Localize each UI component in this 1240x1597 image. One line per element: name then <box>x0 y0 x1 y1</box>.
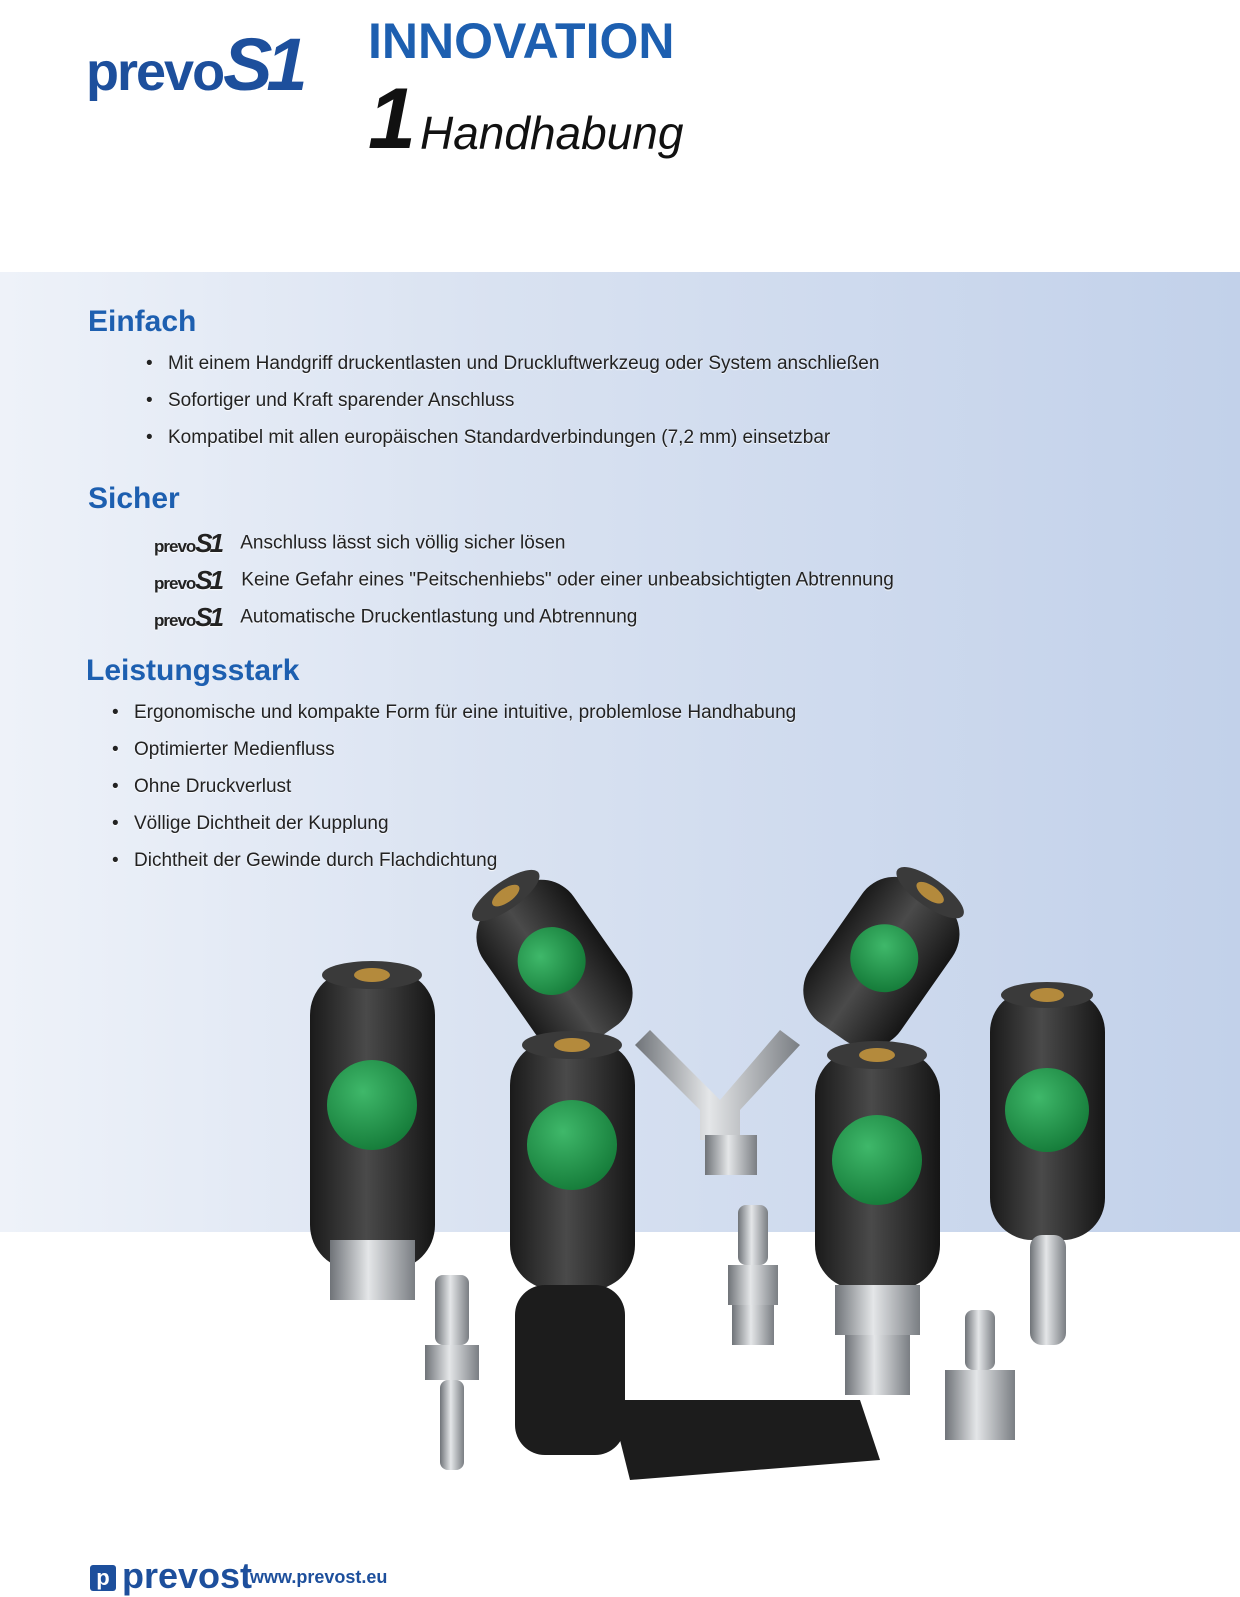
sicher-item: prevoS1 Automatische Druckentlastung und Abtrennung <box>154 602 638 632</box>
einfach-item: • Sofortiger und Kraft sparender Anschluss <box>146 390 515 411</box>
bullet-dot: • <box>146 390 153 411</box>
coupling-center-right <box>815 1041 940 1395</box>
logo-prevo-text: prevo <box>86 42 224 102</box>
einfach-item: • Kompatibel mit allen europäischen Standardverbindungen (7,2 mm) einsetzbar <box>146 427 831 448</box>
nipple-left <box>425 1275 479 1470</box>
footer <box>90 1555 490 1595</box>
coupling-right <box>990 982 1105 1345</box>
bullet-dot: • <box>112 813 119 834</box>
prevost-logo: p prevost <box>90 1555 252 1597</box>
sicher-item: prevoS1 Anschluss lässt sich völlig sicher lösen <box>154 528 566 558</box>
leistungsstark-item: • Völlige Dichtheit der Kupplung <box>112 813 389 834</box>
bullet-dot: • <box>146 353 153 374</box>
title-number: 1 <box>368 71 416 167</box>
leistungsstark-item: • Ohne Druckverlust <box>112 776 292 797</box>
coupling-left <box>310 961 435 1300</box>
section-title-leistungsstark: Leistungsstark <box>86 654 300 687</box>
prevost-p-icon: p <box>90 1565 116 1591</box>
header <box>0 0 1240 270</box>
prevos1-mini-logo: prevoS1 <box>154 565 222 595</box>
sicher-item: prevoS1 Keine Gefahr eines "Peitschenhiebs" oder einer unbeabsichtigten Abtrennung <box>154 565 894 595</box>
leistungsstark-item: • Ergonomische und kompakte Form für eine intuitive, problemlose Handhabung <box>112 702 797 723</box>
nipple-right <box>945 1310 1015 1440</box>
nipple-center <box>728 1205 778 1345</box>
leistungsstark-item: • Optimierter Medienfluss <box>112 739 335 760</box>
title-subtitle: Handhabung <box>420 107 684 159</box>
bullet-dot: • <box>112 850 119 871</box>
bullet-dot: • <box>112 702 119 723</box>
logo-s1-text: S1 <box>223 23 302 106</box>
bullet-dot: • <box>112 776 119 797</box>
prevos1-mini-logo: prevoS1 <box>154 602 222 632</box>
bullet-dot: • <box>146 427 153 448</box>
einfach-item: • Mit einem Handgriff druckentlasten und Druckluftwerkzeug oder System anschließen <box>146 353 880 374</box>
product-couplings-image <box>300 840 1120 1500</box>
footer-url-link[interactable]: www.prevost.eu <box>250 1567 388 1587</box>
prevos1-mini-logo: prevoS1 <box>154 528 222 558</box>
section-title-sicher: Sicher <box>88 482 180 515</box>
leistungsstark-item: • Dichtheit der Gewinde durch Flachdichtung <box>112 850 498 871</box>
bullet-dot: • <box>112 739 119 760</box>
prevos1-logo <box>86 22 302 107</box>
title-innovation: INNOVATION <box>368 13 675 69</box>
section-title-einfach: Einfach <box>88 305 197 338</box>
